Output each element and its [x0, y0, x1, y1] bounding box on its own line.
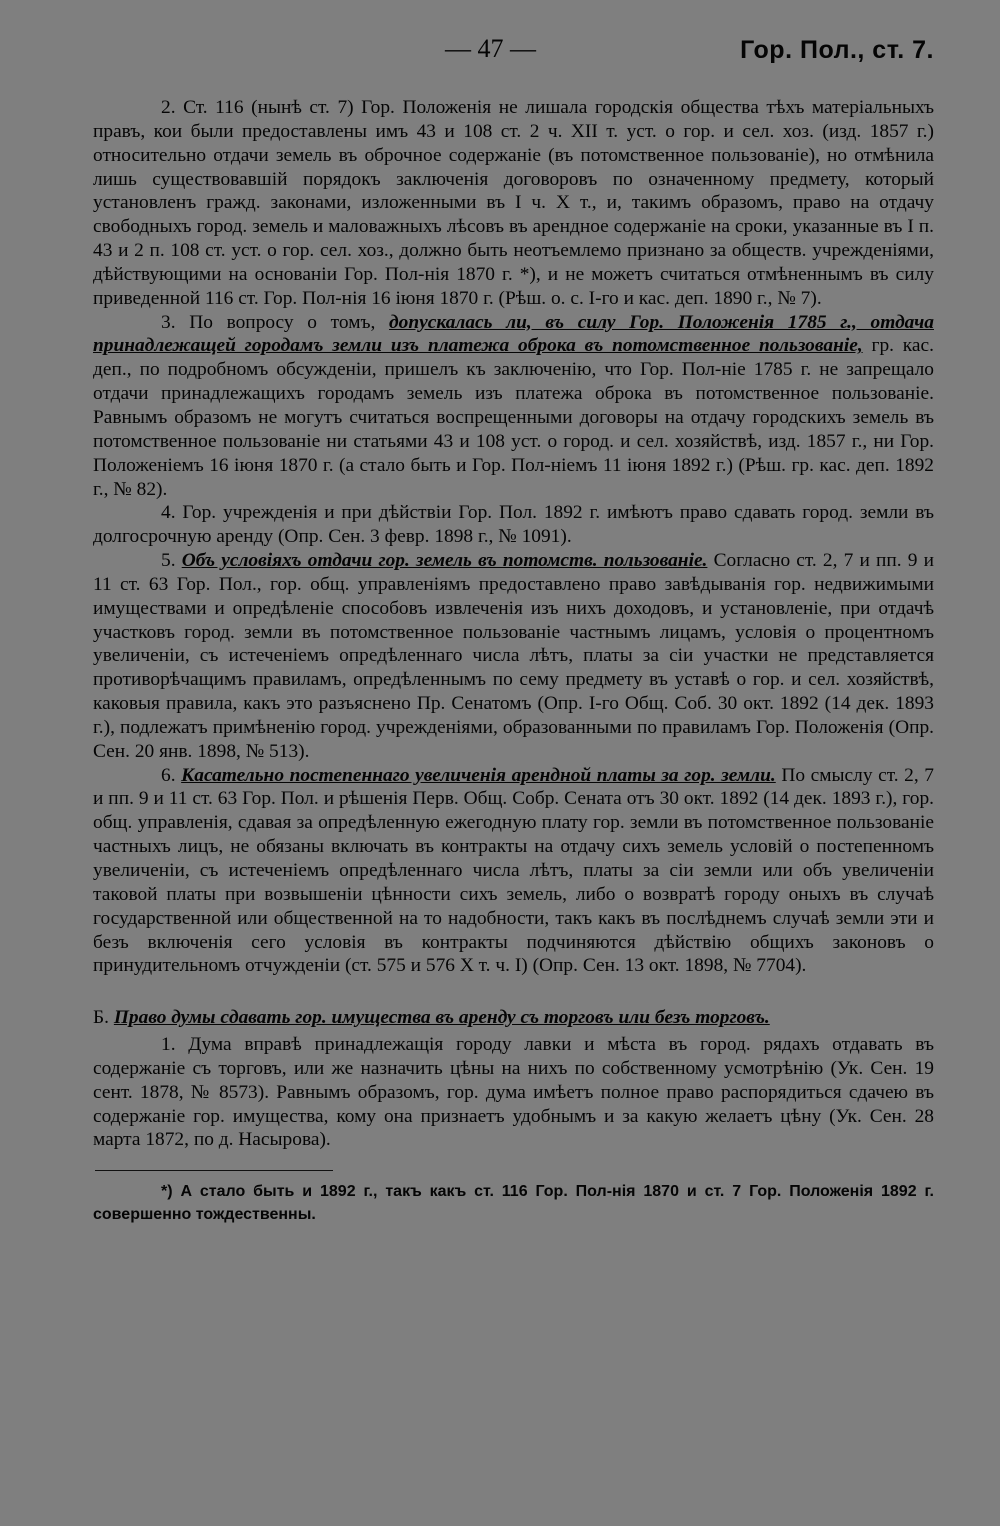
paragraph-6: 6. Касательно постепеннаго увеличенія арендной платы за гор. земли. По смыслу ст. 2, 7 и пп. 9 и 11 ст. 63 Гор. Пол. и рѣшенія Перв. Общ. Собр. Сената отъ 30 окт. 1892 (14 дек. 1893 г.), гор. общ. управленія, сдавая за опредѣленную ежегодную плату гор. земли въ потомственное пользованіе частныхъ лицъ, не обязаны включать въ контракты на отдачу сихъ земель условій о постепенномъ увеличеніи, съ истеченіемъ опредѣленнаго числа лѣтъ, платы за сіи земли или объ увеличеніи таковой платы при возвышеніи цѣнности сихъ земель, либо о возвратѣ городу оныхъ въ случаѣ государственной или общественной на то надобности, такъ какъ въ послѣднемъ случаѣ земли эти и безъ включенія сего условія въ контракты подчиняются дѣйствію общихъ законовъ о принудительномъ отчужденіи (ст. 575 и 576 X т. ч. I) (Опр. Сен. 13 окт. 1898, № 7704).: [93, 764, 935, 977]
page-header: [93, 30, 934, 70]
paragraph-5: 5. Объ условіяхъ отдачи гор. земель въ потомств. пользованіе. Согласно ст. 2, 7 и пп. 9 и 11 ст. 63 Гор. Пол., гор. общ. управленіямъ предоставлено право завѣдыванія гор. недвижимыми имуществами и опредѣленіе способовъ извлеченія изъ нихъ доходовъ, и установленіе, при отдачѣ участковъ город. земли въ потомственное пользованіе частнымъ лицамъ, условія о процентномъ увеличеніи, съ истеченіемъ опредѣленнаго числа лѣтъ, платы за сіи участки не представляется противорѣчащимъ правиламъ, опредѣленнымъ по сему предмету въ уставѣ о гор. и сел. хозяйствѣ, каковыя правила, какъ это разъяснено Пр. Сенатомъ (Опр. I-го Общ. Соб. 30 окт. 1892 (14 дек. 1893 г.), подлежатъ примѣненію город. учрежденіями, образованными по правиламъ Гор. Положенія (Опр. Сен. 20 янв. 1898, № 513).: [93, 550, 934, 762]
paragraph-4: 4. Гор. учрежденія и при дѣйствіи Гор. Пол. 1892 г. имѣютъ право сдавать город. земли въ долгосрочную аренду (Опр. Сен. 3 февр. 1898 г., № 1091).: [93, 502, 934, 548]
paragraph-3-emphasis: допускалась ли, въ силу Гор. Положенія 1785 г., отдача принадлежащей городамъ земли изъ платежа оброка въ потомственное пользованіе,: [93, 311, 934, 357]
paragraph-3: 3. По вопросу о томъ, допускалась ли, въ силу Гор. Положенія 1785 г., отдача принадлежащей городамъ земли изъ платежа оброка въ потомственное пользованіе, гр. кас. деп., по подробномъ обсужденіи, пришелъ къ заключенію, что Гор. Пол-ніе 1785 г. не запрещало отдачи принадлежащихъ городамъ земель изъ платежа оброка въ потомственное пользованіе. Равнымъ образомъ не могутъ считаться воспрещенными договоры на отдачу городскихъ земель въ потомственное пользованіе ни статьями 43 и 108 уст. о город. и сел. хозяйствѣ, изд. 1857 г., ни Гор. Положеніемъ 16 іюня 1870 г. (а стало быть и Гор. Пол-ніемъ 11 іюня 1892 г.) (Рѣш. гр. кас. деп. 1892 г., № 82).: [93, 311, 934, 500]
footnote: *) А стало быть и 1892 г., такъ какъ ст. 116 Гор. Пол-нія 1870 и ст. 7 Гор. Положенія 1892 г. совершенно тождественны.: [93, 1183, 934, 1223]
paragraph-6-emphasis: Касательно постепеннаго увеличенія арендной платы за гор. земли.: [181, 764, 776, 786]
section-b-title: Право думы сдавать гор. имущества въ аренду съ торговъ или безъ торговъ.: [113, 1007, 770, 1029]
page-body: [93, 96, 934, 1226]
section-b-letter: Б.: [93, 1007, 114, 1029]
paragraph-5-emphasis: Объ условіяхъ отдачи гор. земель въ потомств. пользованіе.: [181, 550, 708, 572]
paragraph-2: 2. Ст. 116 (нынѣ ст. 7) Гор. Положенія не лишала городскія общества тѣхъ матеріальныхъ правъ, кои были предоставлены имъ 43 и 108 ст. 2 ч. XII т. уст. о гор. и сел. хоз. (изд. 1857 г.) относительно отдачи земель въ оброчное содержаніе (въ потомственное пользованіе), но отмѣнила лишь существовавшій порядокъ заключенія договоровъ по означенному предмету, который установленъ гражд. законами, изложенными въ I ч. X т., и, такимъ образомъ, право на отдачу свободныхъ город. земель и маловажныхъ лѣсовъ въ арендное содержаніе на сроки, указанные въ I п. 43 и 2 п. 108 ст. уст. о гор. сел. хоз., должно быть неотъемлемо признано за обществ. учрежденіями, дѣйствующими на основаніи Гор. Пол-нія 1870 г. *), и не можетъ считаться отмѣненнымъ въ силу приведенной 116 ст. Гор. Пол-нія 16 іюня 1870 г. (Рѣш. о. с. I-го и кас. деп. 1890 г., № 7).: [93, 97, 934, 309]
footnote-divider: [95, 1170, 333, 1171]
section-b-heading: [93, 1006, 934, 1030]
running-head: Гор. Пол., ст. 7.: [740, 36, 934, 64]
paragraph-b1: 1. Дума вправѣ принадлежащія городу лавки и мѣста въ город. рядахъ отдавать въ содержаніе съ торговъ, или же назначить цѣны на нихъ по собственному усмотрѣнію (Ук. Сен. 19 сент. 1878, № 8573). Равнымъ образомъ, гор. дума имѣетъ полное право распорядиться сдачею въ содержаніе гор. имущества, кому она признаетъ удобнымъ и за какую желаетъ цѣну (Ук. Сен. 28 марта 1872, по д. Насырова).: [93, 1034, 934, 1151]
page-number: — 47 —: [445, 34, 536, 63]
